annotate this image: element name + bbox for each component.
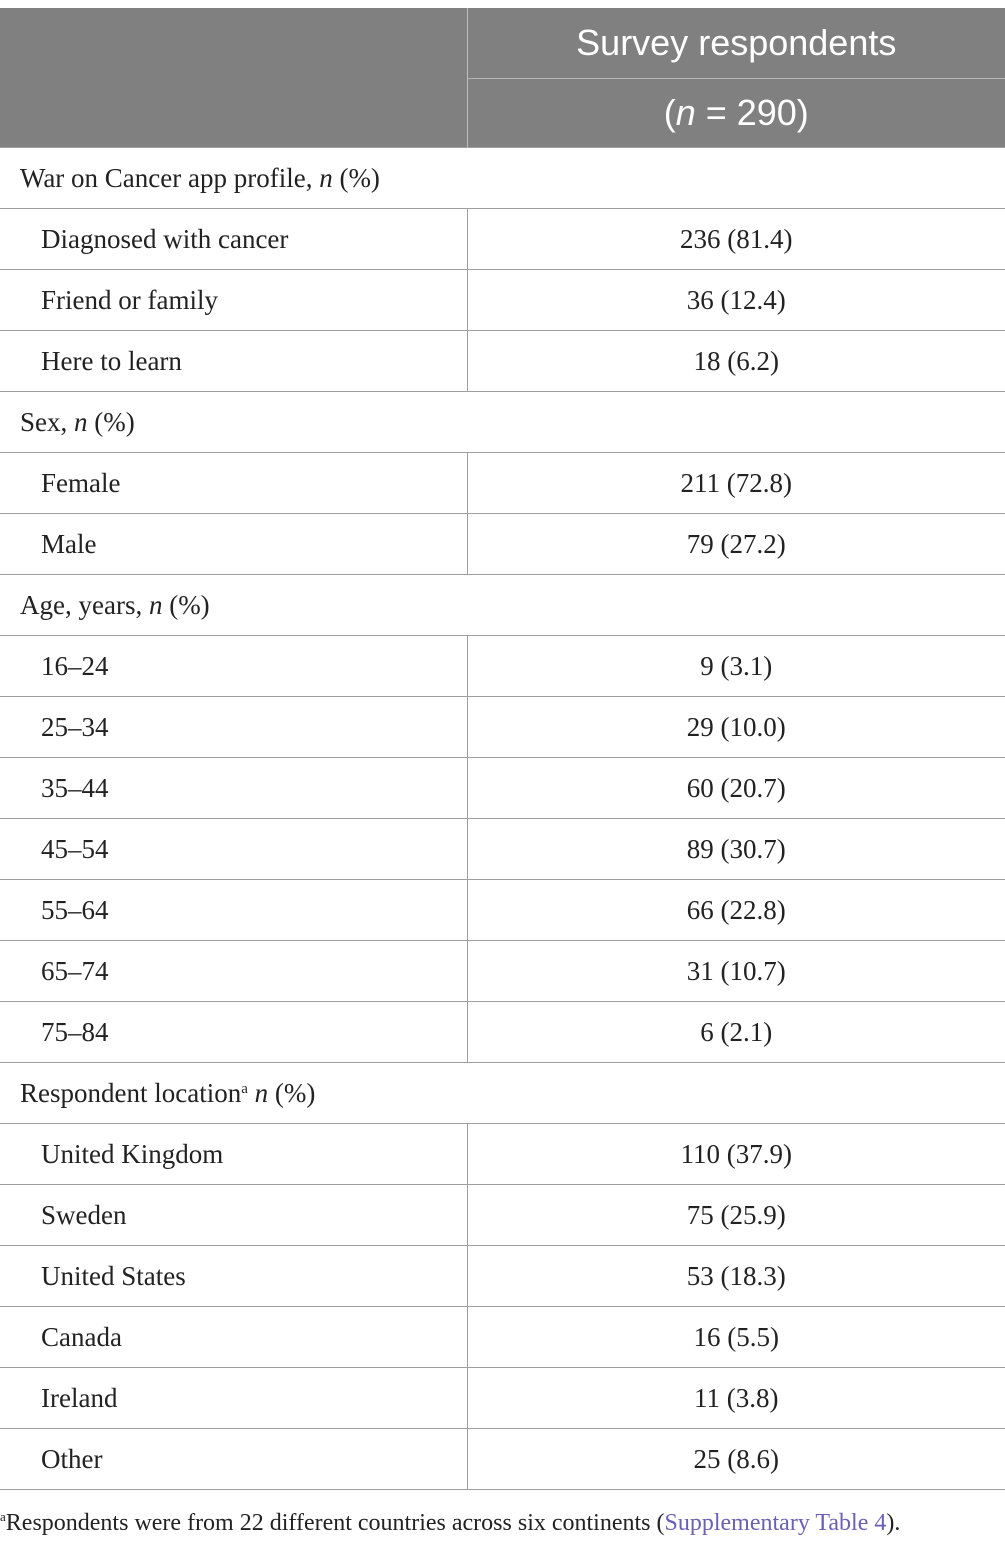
row-label: Friend or family bbox=[0, 270, 467, 331]
group-n-var: n bbox=[319, 162, 333, 193]
group-n-var: n bbox=[74, 406, 88, 437]
row-value: 79 (27.2) bbox=[467, 514, 1005, 575]
row-label: Ireland bbox=[0, 1368, 467, 1429]
row-label: Diagnosed with cancer bbox=[0, 209, 467, 270]
table-row bbox=[0, 1368, 1005, 1429]
group-row-age bbox=[0, 575, 1005, 636]
group-label-text: Age, years, bbox=[20, 589, 149, 620]
row-label: 45–54 bbox=[0, 819, 467, 880]
group-pct: (%) bbox=[268, 1077, 316, 1108]
footnote-marker: a bbox=[0, 1509, 6, 1524]
row-value: 29 (10.0) bbox=[467, 697, 1005, 758]
row-label: Other bbox=[0, 1429, 467, 1490]
group-label-text: War on Cancer app profile, bbox=[20, 162, 320, 193]
group-label-location bbox=[0, 1063, 1005, 1124]
group-row-profile bbox=[0, 148, 1005, 209]
footnote-text: Respondents were from 22 different countries across six continents ( bbox=[5, 1510, 665, 1536]
row-label: 35–44 bbox=[0, 758, 467, 819]
row-label: Canada bbox=[0, 1307, 467, 1368]
header-sample-size bbox=[467, 79, 1005, 148]
header-n-var: n bbox=[675, 92, 696, 133]
table-row bbox=[0, 1246, 1005, 1307]
supplementary-table-link[interactable]: Supplementary Table 4 bbox=[664, 1510, 887, 1536]
row-label: 55–64 bbox=[0, 880, 467, 941]
table-row bbox=[0, 209, 1005, 270]
row-value: 75 (25.9) bbox=[467, 1185, 1005, 1246]
table-row bbox=[0, 1002, 1005, 1063]
group-pct: (%) bbox=[87, 406, 135, 437]
group-n-var: n bbox=[148, 589, 163, 620]
table-footnote bbox=[0, 1510, 900, 1537]
table-row bbox=[0, 1429, 1005, 1490]
row-value: 211 (72.8) bbox=[467, 453, 1005, 514]
footnote-end: ). bbox=[886, 1510, 901, 1536]
table-row bbox=[0, 1307, 1005, 1368]
table-row bbox=[0, 1124, 1005, 1185]
row-value: 66 (22.8) bbox=[467, 880, 1005, 941]
group-pct: (%) bbox=[162, 589, 210, 620]
row-label: United States bbox=[0, 1246, 467, 1307]
group-label-text: Sex, bbox=[20, 406, 74, 437]
table-row bbox=[0, 880, 1005, 941]
row-label: Male bbox=[0, 514, 467, 575]
group-label-age bbox=[0, 575, 1005, 636]
row-value: 25 (8.6) bbox=[467, 1429, 1005, 1490]
group-label-sex bbox=[0, 392, 1005, 453]
table-header bbox=[0, 8, 1005, 148]
row-value: 6 (2.1) bbox=[467, 1002, 1005, 1063]
row-label: Female bbox=[0, 453, 467, 514]
row-label: Sweden bbox=[0, 1185, 467, 1246]
group-label-text: Respondent location bbox=[20, 1077, 242, 1108]
row-label: 25–34 bbox=[0, 697, 467, 758]
row-value: 53 (18.3) bbox=[467, 1246, 1005, 1307]
row-value: 16 (5.5) bbox=[467, 1307, 1005, 1368]
row-value: 11 (3.8) bbox=[467, 1368, 1005, 1429]
table-row bbox=[0, 1185, 1005, 1246]
group-row-sex bbox=[0, 392, 1005, 453]
row-label: 75–84 bbox=[0, 1002, 467, 1063]
demographics-table bbox=[0, 8, 1005, 1490]
header-empty-cell bbox=[0, 8, 467, 148]
row-value: 18 (6.2) bbox=[467, 331, 1005, 392]
row-value: 36 (12.4) bbox=[467, 270, 1005, 331]
table-row bbox=[0, 758, 1005, 819]
table-row bbox=[0, 697, 1005, 758]
row-value: 236 (81.4) bbox=[467, 209, 1005, 270]
row-label: 16–24 bbox=[0, 636, 467, 697]
row-value: 89 (30.7) bbox=[467, 819, 1005, 880]
row-value: 110 (37.9) bbox=[467, 1124, 1005, 1185]
row-value: 9 (3.1) bbox=[467, 636, 1005, 697]
table-row bbox=[0, 331, 1005, 392]
row-label: 65–74 bbox=[0, 941, 467, 1002]
footnote-marker: a bbox=[241, 1080, 248, 1097]
table-row bbox=[0, 636, 1005, 697]
demographics-table-container bbox=[0, 8, 1005, 1490]
table-row bbox=[0, 453, 1005, 514]
group-pct: (%) bbox=[332, 162, 380, 193]
row-value: 31 (10.7) bbox=[467, 941, 1005, 1002]
header-column-title: Survey respondents bbox=[467, 8, 1005, 79]
table-row bbox=[0, 514, 1005, 575]
group-n-var: n bbox=[247, 1077, 269, 1108]
group-row-location bbox=[0, 1063, 1005, 1124]
row-label: United Kingdom bbox=[0, 1124, 467, 1185]
row-label: Here to learn bbox=[0, 331, 467, 392]
table-row bbox=[0, 941, 1005, 1002]
row-value: 60 (20.7) bbox=[467, 758, 1005, 819]
group-label-profile bbox=[0, 148, 1005, 209]
header-n-open: ( bbox=[663, 92, 676, 133]
table-row bbox=[0, 270, 1005, 331]
header-n-rest: = 290) bbox=[695, 92, 809, 133]
table-row bbox=[0, 819, 1005, 880]
